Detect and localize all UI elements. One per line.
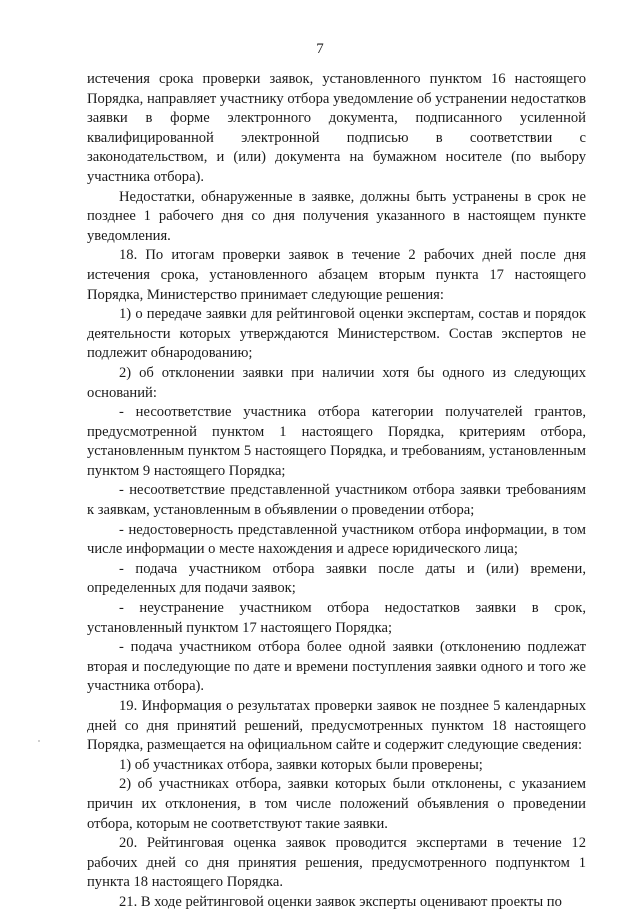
paragraph-18-ground-6: - подача участником отбора более одной заявки (отклонению подлежат вторая и последующие по дате и времени поступления заявки одного и того же участника отбора). (87, 639, 586, 695)
paragraph-18-ground-2: - несоответствие представленной участником отбора заявки требованиям к заявкам, установленным в объявлении о проведении отбора; (87, 482, 586, 519)
paragraph-continuation: истечения срока проверки заявок, установленного пунктом 16 настоящего Порядка, направляет участнику отбора уведомление об устранении недостатков заявки в форме электронного документа, подписанного усиленной квалифицированной электронной подписью в соответствии с законодательством, и (или) документа на бумажном носителе (по выбору участника отбора). (87, 71, 586, 185)
paragraph-18-item-1: 1) о передаче заявки для рейтинговой оценки экспертам, состав и порядок деятельности которых утверждаются Министерством. Состав экспертов не подлежит обнародованию; (87, 306, 586, 362)
paragraph-21: 21. В ходе рейтинговой оценки заявок эксперты оценивают проекты по (119, 893, 562, 910)
paragraph-deficiencies: Недостатки, обнаруженные в заявке, должны быть устранены в срок не позднее 1 рабочего дня со дня получения указанного в настоящем пункте уведомления. (87, 188, 586, 244)
paragraph-18-ground-5: - неустранение участником отбора недостатков заявки в срок, установленный пунктом 17 настоящего Порядка; (87, 600, 586, 636)
paragraph-19-item-1: 1) об участниках отбора, заявки которых были проверены; (119, 756, 483, 773)
page-number: 7 (316, 41, 324, 57)
paragraph-18-ground-4: - подача участником отбора заявки после даты и (или) времени, определенных для подачи заявок; (87, 560, 586, 597)
paragraph-18-ground-1: - несоответствие участника отбора категории получателей грантов, предусмотренной пунктом 1 настоящего Порядка, критериям отбора, установленным пунктом 5 настоящего Порядка, и требованиям, установленным пунктом 9 настоящего Порядка; (87, 404, 586, 479)
document-body (87, 70, 586, 913)
scan-speck (38, 740, 40, 742)
paragraph-19-item-2: 2) об участниках отбора, заявки которых были отклонены, с указанием причин их отклонения, в том числе положений объявления о проведении отбора, которым не соответствуют такие заявки. (87, 776, 586, 832)
paragraph-20: 20. Рейтинговая оценка заявок проводится экспертами в течение 12 рабочих дней со дня принятия решения, предусмотренного подпунктом 1 пункта 18 настоящего Порядка. (87, 835, 586, 891)
paragraph-18-ground-3: - недостоверность представленной участником отбора информации, в том числе информации о месте нахождения и адресе юридического лица; (87, 521, 586, 558)
paragraph-18: 18. По итогам проверки заявок в течение 2 рабочих дней после дня истечения срока, установленного абзацем вторым пункта 17 настоящего Порядка, Министерство принимает следующие решения: (87, 247, 586, 303)
paragraph-18-item-2: 2) об отклонении заявки при наличии хотя бы одного из следующих оснований: (87, 364, 586, 401)
paragraph-19: 19. Информация о результатах проверки заявок не позднее 5 календарных дней со дня принятий решений, предусмотренных пунктом 18 настоящего Порядка, размещается на официальном сайте и содержит следующие сведения: (87, 698, 586, 754)
